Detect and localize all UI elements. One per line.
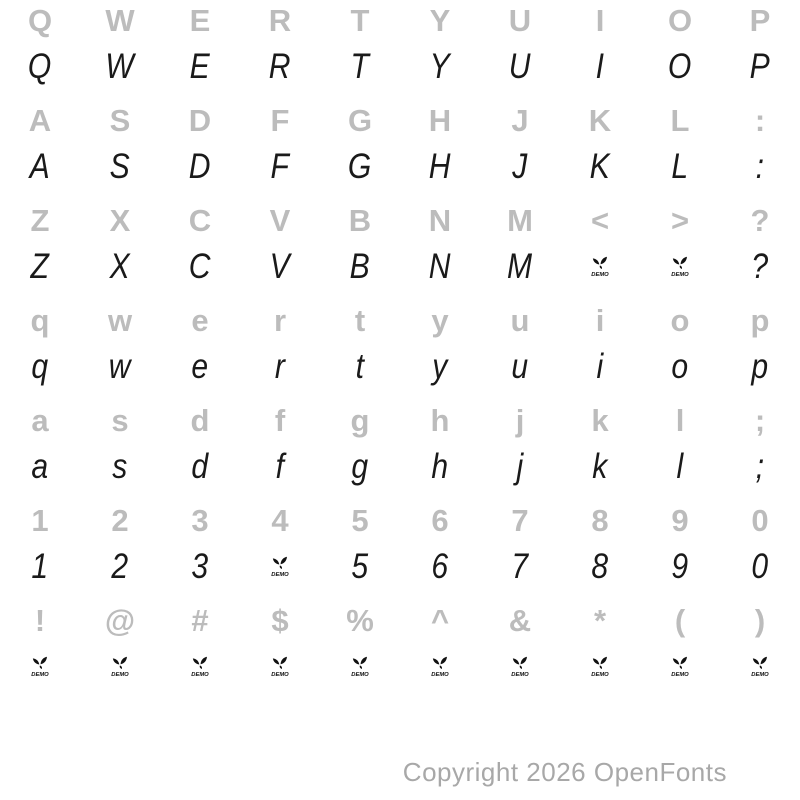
reference-character-line (0, 100, 800, 140)
demo-glyph-label: DEMO (751, 671, 770, 678)
copyright-notice: Copyright 2026 OpenFonts (402, 757, 727, 787)
demo-ornament-icon (589, 253, 611, 280)
reference-character: B (348, 202, 372, 238)
reference-character: ! (34, 602, 46, 638)
reference-character: A (28, 102, 52, 138)
rendered-font-line (0, 143, 800, 189)
demo-glyph-label: DEMO (511, 671, 530, 678)
font-glyph: X (109, 246, 131, 286)
reference-character-line (0, 400, 800, 440)
reference-character: Z (30, 202, 50, 238)
font-glyph: f (275, 446, 285, 486)
reference-character: * (593, 602, 607, 638)
font-glyph: R (269, 46, 291, 86)
font-glyph: J (512, 146, 528, 186)
reference-character: g (350, 402, 370, 438)
font-glyph: : (755, 146, 765, 186)
font-glyph: u (511, 346, 529, 386)
reference-character: C (188, 202, 212, 238)
reference-character: 8 (591, 502, 609, 538)
reference-character-line (0, 200, 800, 240)
demo-glyph-label: DEMO (111, 671, 130, 678)
rendered-font-line (0, 343, 800, 389)
demo-ornament-icon (669, 653, 691, 680)
reference-character: I (595, 2, 605, 38)
demo-glyph-label: DEMO (591, 271, 610, 278)
font-glyph: K (589, 146, 611, 186)
font-glyph: S (109, 146, 131, 186)
reference-character: % (346, 602, 374, 638)
reference-character-line (0, 0, 800, 40)
reference-character: < (590, 202, 610, 238)
demo-placeholder-glyph (269, 553, 291, 580)
demo-glyph-label: DEMO (671, 271, 690, 278)
reference-character: # (191, 602, 209, 638)
font-glyph: 8 (591, 546, 609, 586)
font-glyph: C (189, 246, 211, 286)
reference-character: k (591, 402, 609, 438)
font-glyph: P (749, 46, 771, 86)
font-glyph: Q (28, 46, 52, 86)
demo-glyph-label: DEMO (351, 671, 370, 678)
rendered-font-line (0, 543, 800, 589)
reference-character: 9 (671, 502, 689, 538)
demo-placeholder-glyph (429, 653, 451, 680)
demo-glyph-label: DEMO (191, 671, 210, 678)
reference-character: ? (750, 202, 770, 238)
demo-ornament-icon (589, 653, 611, 680)
rendered-font-line (0, 643, 800, 689)
reference-character: Q (27, 2, 53, 38)
demo-placeholder-glyph (269, 653, 291, 680)
font-glyph: q (31, 346, 49, 386)
reference-character: X (109, 202, 131, 238)
reference-character: G (347, 102, 373, 138)
font-glyph: y (432, 346, 448, 386)
font-glyph: j (516, 446, 524, 486)
demo-placeholder-glyph (749, 653, 771, 680)
reference-character: U (508, 2, 532, 38)
font-glyph: L (671, 146, 689, 186)
font-glyph: 2 (111, 546, 129, 586)
demo-ornament-icon (269, 553, 291, 580)
rendered-font-line (0, 243, 800, 289)
character-row-group (0, 300, 800, 400)
reference-character: a (31, 402, 49, 438)
reference-character: D (188, 102, 212, 138)
reference-character: > (670, 202, 690, 238)
font-glyph: 9 (671, 546, 689, 586)
reference-character: s (111, 402, 129, 438)
reference-character-line (0, 300, 800, 340)
reference-character: P (749, 2, 771, 38)
demo-placeholder-glyph (509, 653, 531, 680)
font-glyph: N (429, 246, 451, 286)
reference-character: F (270, 102, 290, 138)
demo-ornament-icon (429, 653, 451, 680)
reference-character: N (428, 202, 452, 238)
font-glyph: T (350, 46, 370, 86)
reference-character: p (750, 302, 770, 338)
reference-character: i (595, 302, 605, 338)
reference-character: 6 (431, 502, 449, 538)
font-glyph: B (349, 246, 371, 286)
font-glyph: F (270, 146, 290, 186)
font-glyph: s (112, 446, 128, 486)
reference-character: S (109, 102, 131, 138)
font-glyph: I (595, 46, 605, 86)
font-glyph: V (269, 246, 291, 286)
demo-ornament-icon (509, 653, 531, 680)
demo-placeholder-glyph (669, 253, 691, 280)
font-glyph: Z (30, 246, 50, 286)
font-glyph: 0 (751, 546, 769, 586)
character-row-group (0, 200, 800, 300)
font-glyph: a (31, 446, 49, 486)
demo-placeholder-glyph (589, 253, 611, 280)
reference-character: @ (104, 602, 136, 638)
font-glyph: 7 (511, 546, 529, 586)
reference-character: l (675, 402, 685, 438)
reference-character: h (430, 402, 450, 438)
reference-character: T (350, 2, 370, 38)
demo-glyph-label: DEMO (431, 671, 450, 678)
reference-character: r (273, 302, 287, 338)
reference-character-line (0, 600, 800, 640)
demo-ornament-icon (109, 653, 131, 680)
font-glyph: 5 (351, 546, 369, 586)
demo-placeholder-glyph (589, 653, 611, 680)
reference-character: V (269, 202, 291, 238)
reference-character: u (510, 302, 530, 338)
reference-character: t (354, 302, 366, 338)
demo-ornament-icon (29, 653, 51, 680)
reference-character: ; (754, 402, 766, 438)
character-row-group (0, 600, 800, 700)
demo-ornament-icon (189, 653, 211, 680)
demo-ornament-icon (269, 653, 291, 680)
demo-ornament-icon (349, 653, 371, 680)
font-glyph: w (109, 346, 131, 386)
character-row-group (0, 0, 800, 100)
rendered-font-line (0, 43, 800, 89)
demo-glyph-label: DEMO (271, 571, 290, 578)
reference-character: R (268, 2, 292, 38)
character-row-group (0, 100, 800, 200)
reference-character: $ (271, 602, 289, 638)
reference-character: ( (674, 602, 686, 638)
reference-character: 5 (351, 502, 369, 538)
font-glyph: W (105, 46, 135, 86)
font-glyph: ; (755, 446, 765, 486)
font-glyph: M (507, 246, 533, 286)
font-glyph: d (191, 446, 209, 486)
reference-character: 1 (31, 502, 49, 538)
reference-character: W (105, 2, 135, 38)
font-glyph: k (592, 446, 608, 486)
font-glyph: e (191, 346, 209, 386)
font-glyph: o (671, 346, 689, 386)
reference-character: f (274, 402, 286, 438)
font-glyph: H (429, 146, 451, 186)
font-glyph: Y (429, 46, 451, 86)
reference-character: O (667, 2, 693, 38)
reference-character: ) (754, 602, 766, 638)
font-glyph: t (355, 346, 365, 386)
font-glyph: U (509, 46, 531, 86)
character-row-group (0, 500, 800, 600)
reference-character: L (670, 102, 690, 138)
demo-placeholder-glyph (109, 653, 131, 680)
reference-character: H (428, 102, 452, 138)
demo-placeholder-glyph (669, 653, 691, 680)
demo-glyph-label: DEMO (671, 671, 690, 678)
demo-placeholder-glyph (29, 653, 51, 680)
reference-character: e (191, 302, 209, 338)
reference-character: 3 (191, 502, 209, 538)
font-glyph: ? (751, 246, 769, 286)
reference-character: q (30, 302, 50, 338)
reference-character: ^ (430, 602, 450, 638)
reference-character: M (507, 202, 533, 238)
reference-character: d (190, 402, 210, 438)
demo-ornament-icon (669, 253, 691, 280)
rendered-font-line (0, 443, 800, 489)
reference-character: & (508, 602, 532, 638)
demo-placeholder-glyph (189, 653, 211, 680)
reference-character: J (511, 102, 529, 138)
demo-ornament-icon (749, 653, 771, 680)
reference-character: 4 (271, 502, 289, 538)
font-glyph: G (348, 146, 372, 186)
reference-character: y (431, 302, 449, 338)
reference-character: w (107, 302, 133, 338)
font-glyph: 6 (431, 546, 449, 586)
demo-glyph-label: DEMO (31, 671, 50, 678)
reference-character: K (588, 102, 612, 138)
font-glyph: 3 (191, 546, 209, 586)
font-glyph: A (29, 146, 51, 186)
font-glyph: l (676, 446, 684, 486)
reference-character: 7 (511, 502, 529, 538)
reference-character-line (0, 500, 800, 540)
demo-glyph-label: DEMO (271, 671, 290, 678)
font-glyph: p (751, 346, 769, 386)
font-glyph: i (596, 346, 604, 386)
reference-character: E (189, 2, 211, 38)
font-glyph: D (189, 146, 211, 186)
font-glyph: 1 (31, 546, 49, 586)
character-row-group (0, 400, 800, 500)
reference-character: Y (429, 2, 451, 38)
reference-character: j (515, 402, 525, 438)
reference-character: 0 (751, 502, 769, 538)
reference-character: o (670, 302, 690, 338)
font-glyph: h (431, 446, 449, 486)
demo-glyph-label: DEMO (591, 671, 610, 678)
font-glyph: O (668, 46, 692, 86)
reference-character: 2 (111, 502, 129, 538)
font-glyph: E (189, 46, 211, 86)
font-glyph: r (274, 346, 286, 386)
font-glyph: g (351, 446, 369, 486)
reference-character: : (754, 102, 766, 138)
demo-placeholder-glyph (349, 653, 371, 680)
